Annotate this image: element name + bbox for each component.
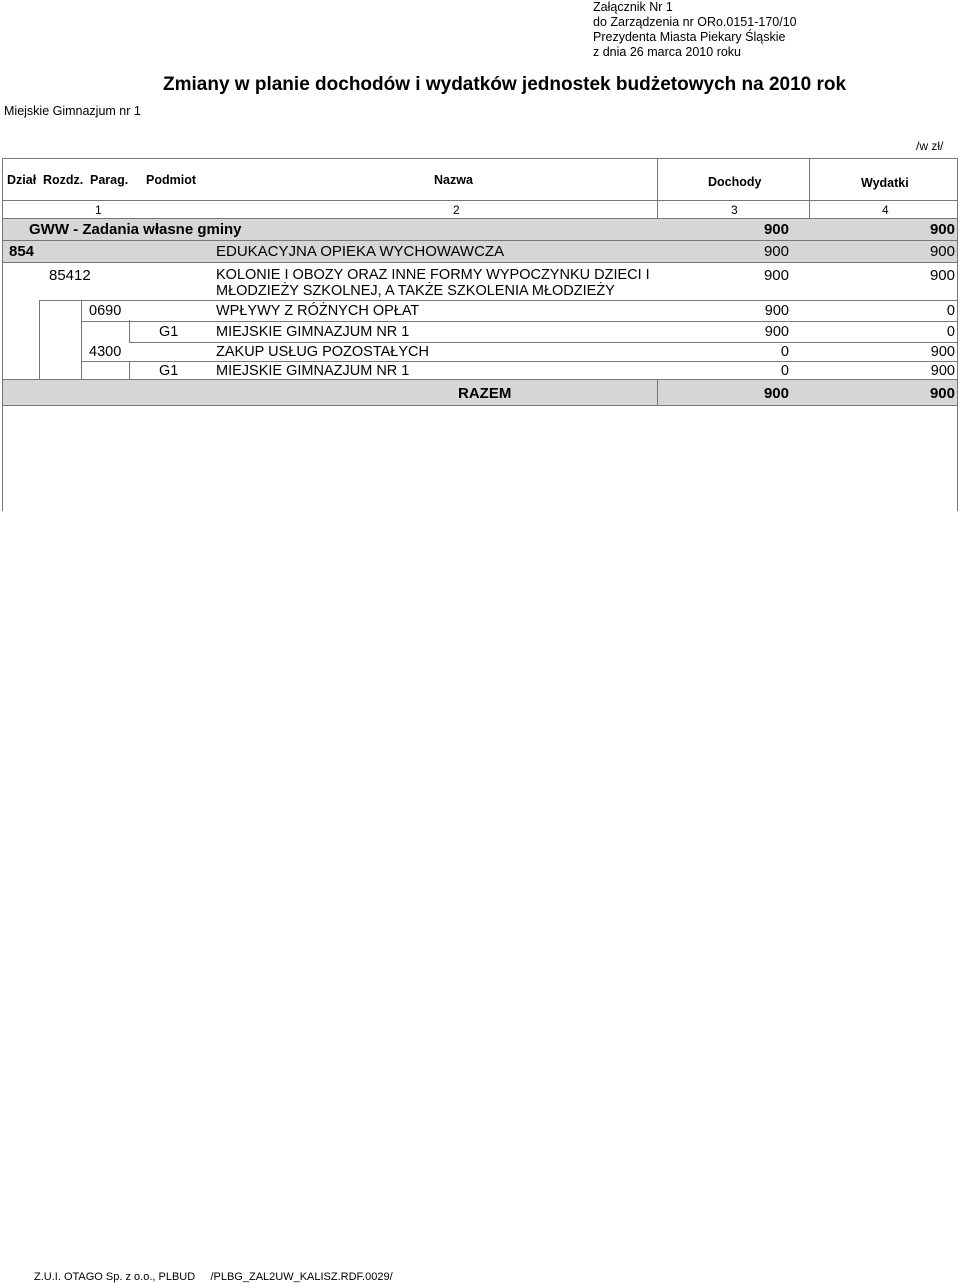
header-podmiot: Podmiot bbox=[146, 173, 196, 187]
unit-name: Miejskie Gimnazjum nr 1 bbox=[4, 104, 141, 118]
row-3-wydatki: 900 bbox=[930, 363, 955, 379]
header-nazwa: Nazwa bbox=[434, 173, 473, 187]
dzial-name: EDUKACYJNA OPIEKA WYCHOWAWCZA bbox=[216, 243, 505, 260]
col-number-1: 1 bbox=[95, 203, 102, 217]
header-wydatki: Wydatki bbox=[861, 176, 909, 190]
total-dochody: 900 bbox=[763, 385, 789, 402]
total-wydatki: 900 bbox=[929, 385, 955, 402]
row-3-dochody: 0 bbox=[780, 363, 789, 379]
dzial-wydatki: 900 bbox=[929, 243, 955, 260]
row-1-name: MIEJSKIE GIMNAZJUM NR 1 bbox=[216, 324, 410, 340]
gww-dochody: 900 bbox=[763, 221, 789, 238]
dzial-code: 854 bbox=[9, 243, 35, 260]
row-0-name: WPŁYWY Z RÓŻNYCH OPŁAT bbox=[216, 303, 420, 319]
row-1-wydatki: 0 bbox=[946, 324, 955, 340]
currency-unit: /w zł/ bbox=[916, 139, 944, 153]
rozdzial-name-line1: KOLONIE I OBOZY ORAZ INNE FORMY WYPOCZYNKU DZIECI I bbox=[216, 267, 650, 283]
table-row bbox=[81, 342, 957, 362]
row-0-wydatki: 0 bbox=[946, 303, 955, 319]
row-2-dochody: 0 bbox=[780, 344, 789, 360]
row-3-name: MIEJSKIE GIMNAZJUM NR 1 bbox=[216, 363, 410, 379]
header-parag: Parag. bbox=[90, 173, 129, 187]
annex-line-1: Załącznik Nr 1 bbox=[593, 0, 673, 14]
header-dzial: Dział bbox=[7, 173, 37, 187]
row-2-name: ZAKUP USŁUG POZOSTAŁYCH bbox=[216, 344, 429, 360]
row-1-dochody: 900 bbox=[764, 324, 789, 340]
header-dochody: Dochody bbox=[708, 175, 762, 189]
table-header bbox=[2, 158, 958, 200]
gww-wydatki: 900 bbox=[929, 221, 955, 238]
row-2-wydatki: 900 bbox=[930, 344, 955, 360]
col-number-3: 3 bbox=[731, 203, 738, 217]
dzial-dochody: 900 bbox=[763, 243, 789, 260]
rozdzial-code: 85412 bbox=[49, 267, 91, 284]
row-0-dochody: 900 bbox=[764, 303, 789, 319]
rozdzial-dochody: 900 bbox=[763, 267, 789, 284]
annex-line-2: do Zarządzenia nr ORo.0151-170/10 bbox=[593, 15, 797, 29]
total-label: RAZEM bbox=[458, 385, 512, 402]
document-title: Zmiany w planie dochodów i wydatków jednostek budżetowych na 2010 rok bbox=[163, 74, 847, 95]
table-row bbox=[129, 322, 957, 343]
budget-table bbox=[2, 158, 958, 402]
column-numbers-row bbox=[2, 200, 958, 219]
dzial-row bbox=[2, 241, 958, 263]
row-2-parag: 4300 bbox=[89, 344, 122, 360]
footer-note: Z.U.I. OTAGO Sp. z o.o., PLBUD /PLBG_ZAL2UW_KALISZ.RDF.0029/ bbox=[34, 1271, 393, 1283]
annex-line-4: z dnia 26 marca 2010 roku bbox=[593, 45, 742, 59]
table-row bbox=[81, 301, 957, 322]
row-0-parag: 0690 bbox=[89, 303, 122, 319]
row-1-podmiot: G1 bbox=[159, 324, 179, 340]
gww-label: GWW - Zadania własne gminy bbox=[29, 221, 242, 238]
rozdzial-name-line2: MŁODZIEŻY SZKOLNEJ, A TAKŻE SZKOLENIA MŁODZIEŻY bbox=[216, 283, 615, 299]
rozdzial-wydatki: 900 bbox=[929, 267, 955, 284]
col-number-4: 4 bbox=[882, 203, 889, 217]
row-3-podmiot: G1 bbox=[159, 363, 179, 379]
annex-line-3: Prezydenta Miasta Piekary Śląskie bbox=[593, 30, 786, 44]
annex-reference bbox=[593, 0, 797, 60]
gww-row bbox=[2, 219, 958, 241]
total-row bbox=[2, 379, 958, 406]
rozdzial-name bbox=[216, 267, 650, 299]
header-rozdz: Rozdz. bbox=[43, 173, 84, 187]
col-number-2: 2 bbox=[453, 203, 460, 217]
